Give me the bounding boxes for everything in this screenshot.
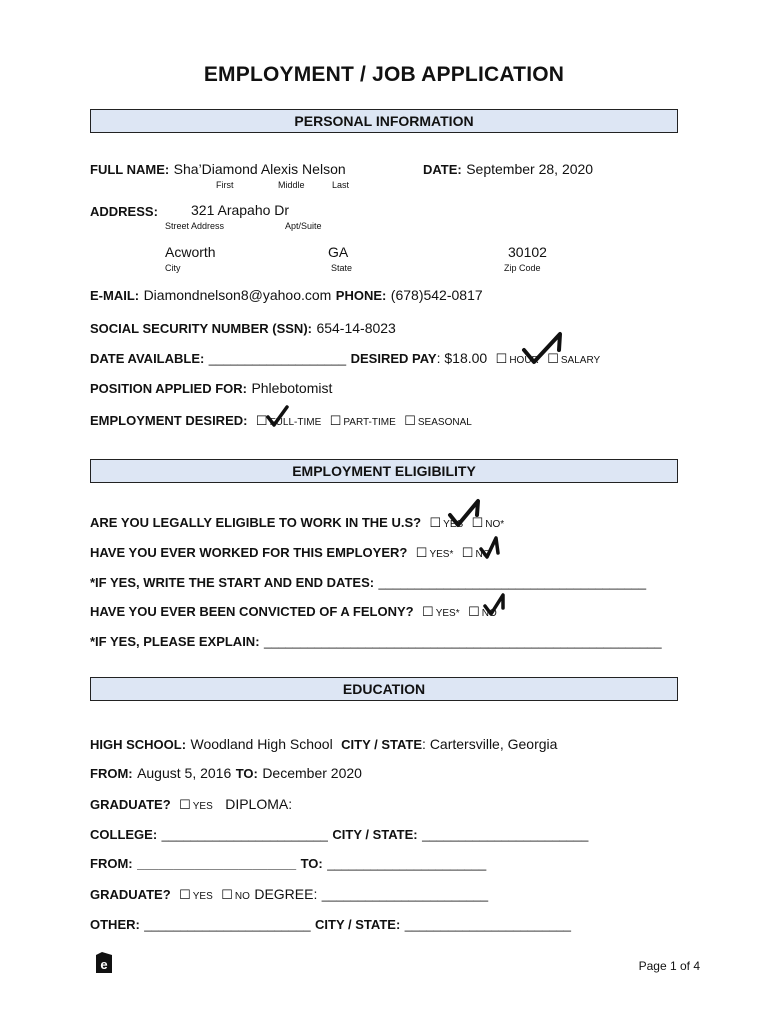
degree-blank[interactable]: _______________________ (321, 887, 489, 902)
ssn-value[interactable]: 654-14-8023 (316, 320, 396, 336)
option-q1-no: NO* (485, 519, 505, 530)
college-graduate-label: GRADUATE? (90, 887, 171, 902)
name-sub-first: First (216, 180, 234, 190)
position-label: POSITION APPLIED FOR: (90, 381, 247, 396)
state-sub: State (331, 263, 353, 273)
email-phone-row (90, 287, 483, 305)
hs-dates-row (90, 765, 362, 783)
date-available-label: DATE AVAILABLE: (90, 351, 205, 366)
hs-from-label: FROM: (90, 766, 133, 781)
checkbox-q1-no[interactable]: ☐ (471, 515, 484, 530)
full-name-row (90, 161, 346, 179)
ssn-label: SOCIAL SECURITY NUMBER (SSN): (90, 321, 312, 336)
option-q4-yes: YES* (435, 608, 460, 619)
high-school-row (90, 736, 557, 754)
position-row (90, 380, 332, 398)
college-to-blank[interactable]: ______________________ (327, 856, 487, 871)
employment-desired-row (90, 412, 472, 430)
street-sub: Street Address (165, 221, 225, 231)
q3-blank[interactable]: _____________________________________ (378, 575, 647, 590)
desired-pay-label: DESIRED PAY (350, 351, 437, 366)
hs-graduate-row (90, 796, 292, 814)
q3-label: *IF YES, WRITE THE START AND END DATES: (90, 575, 375, 590)
date-row (423, 161, 593, 179)
option-college-no: NO (234, 891, 250, 902)
college-dates-row (90, 855, 486, 873)
hs-graduate-label: GRADUATE? (90, 797, 171, 812)
name-sub-last: Last (332, 180, 350, 190)
q5-label: *IF YES, PLEASE EXPLAIN: (90, 634, 260, 649)
eforms-logo-icon (95, 951, 113, 980)
name-sub-middle: Middle (278, 180, 305, 190)
availability-row (90, 350, 600, 368)
email-label: E-MAIL: (90, 288, 140, 303)
checkbox-q2-no[interactable]: ☐ (461, 545, 474, 560)
checkbox-college-yes[interactable]: ☐ (179, 887, 191, 902)
option-hour: HOUR (509, 355, 539, 366)
phone-label: PHONE: (335, 288, 387, 303)
checkbox-hs-yes[interactable]: ☐ (179, 797, 191, 812)
hs-city-state-value[interactable]: : Cartersville, Georgia (422, 736, 558, 752)
high-school-label: HIGH SCHOOL: (90, 737, 187, 752)
eligibility-q2-row (90, 544, 490, 562)
option-q4-no: NO (481, 608, 497, 619)
city-sub: City (165, 263, 181, 273)
section-header-eligibility: EMPLOYMENT ELIGIBILITY (90, 459, 678, 483)
diploma-label: DIPLOMA: (225, 796, 293, 812)
address-label: ADDRESS: (90, 204, 158, 219)
college-from-label: FROM: (90, 856, 133, 871)
employment-desired-label: EMPLOYMENT DESIRED: (90, 413, 248, 428)
option-seasonal: SEASONAL (417, 417, 472, 428)
eligibility-q4-row (90, 603, 497, 621)
option-part-time: PART-TIME (343, 417, 396, 428)
date-available-blank[interactable]: ___________________ (208, 351, 347, 366)
other-city-blank[interactable]: _______________________ (404, 917, 572, 932)
eligibility-q3-row (90, 574, 646, 592)
college-label: COLLEGE: (90, 827, 158, 842)
college-from-blank[interactable]: ______________________ (137, 856, 297, 871)
college-city-state-label: CITY / STATE: (332, 827, 418, 842)
hs-city-state-label: CITY / STATE (341, 737, 423, 752)
eligibility-q5-row (90, 633, 662, 651)
desired-pay-value[interactable]: : $18.00 (436, 350, 488, 366)
hs-from-value[interactable]: August 5, 2016 (137, 765, 232, 781)
phone-value[interactable]: (678)542-0817 (390, 287, 483, 303)
option-hs-yes: YES (192, 801, 213, 812)
checkbox-q4-yes[interactable]: ☐ (422, 604, 434, 619)
section-header-personal: PERSONAL INFORMATION (90, 109, 678, 133)
high-school-value[interactable]: Woodland High School (190, 736, 333, 752)
full-name-value[interactable]: Sha’Diamond Alexis Nelson (173, 161, 346, 177)
checkbox-seasonal[interactable]: ☐ (404, 413, 416, 428)
date-label: DATE: (423, 162, 462, 177)
street-value[interactable]: 321 Arapaho Dr (191, 202, 290, 218)
college-to-label: TO: (300, 856, 323, 871)
other-city-state-label: CITY / STATE: (315, 917, 401, 932)
ssn-row (90, 320, 396, 338)
apt-sub: Apt/Suite (285, 221, 322, 231)
checkbox-college-no[interactable]: ☐ (221, 887, 233, 902)
email-value[interactable]: Diamondnelson8@yahoo.com (143, 287, 332, 303)
svg-text:e: e (100, 957, 108, 972)
position-value[interactable]: Phlebotomist (251, 380, 333, 396)
option-full-time: FULL-TIME (269, 417, 322, 428)
zip-sub: Zip Code (504, 263, 541, 273)
option-q2-yes: YES* (429, 549, 454, 560)
option-q1-yes: YES (443, 519, 464, 530)
other-label: OTHER: (90, 917, 140, 932)
zip-value[interactable]: 30102 (508, 244, 547, 260)
option-college-yes: YES (192, 891, 213, 902)
checkbox-q1-yes[interactable]: ☐ (429, 515, 442, 530)
option-q2-no: NO (475, 549, 491, 560)
state-value[interactable]: GA (328, 244, 349, 260)
college-graduate-row (90, 886, 488, 904)
document-title: EMPLOYMENT / JOB APPLICATION (203, 63, 565, 86)
degree-label: DEGREE: (254, 886, 318, 902)
q2-label: HAVE YOU EVER WORKED FOR THIS EMPLOYER? (90, 545, 408, 560)
page-number: Page 1 of 4 (638, 959, 700, 973)
city-value[interactable]: Acworth (165, 244, 216, 260)
q5-blank[interactable]: _______________________________________________________ (263, 634, 662, 649)
checkbox-salary[interactable]: ☐ (547, 351, 559, 366)
checkbox-full-time[interactable]: ☐ (255, 413, 268, 428)
hs-to-label: TO: (235, 766, 258, 781)
q4-label: HAVE YOU EVER BEEN CONVICTED OF A FELONY? (90, 604, 414, 619)
option-salary: SALARY (560, 355, 601, 366)
full-name-label: FULL NAME: (90, 162, 170, 177)
checkbox-part-time[interactable]: ☐ (329, 413, 342, 428)
q1-label: ARE YOU LEGALLY ELIGIBLE TO WORK IN THE U.S? (90, 515, 422, 530)
college-city-blank[interactable]: _______________________ (422, 827, 589, 842)
checkbox-q2-yes[interactable]: ☐ (415, 545, 428, 560)
college-blank[interactable]: _______________________ (161, 827, 328, 842)
other-blank[interactable]: _______________________ (144, 917, 311, 932)
section-header-education: EDUCATION (90, 677, 678, 701)
hs-to-value[interactable]: December 2020 (262, 765, 362, 781)
college-row (90, 826, 588, 844)
checkbox-q4-no[interactable]: ☐ (468, 604, 480, 619)
eligibility-q1-row (90, 514, 504, 532)
checkbox-hour[interactable]: ☐ (495, 351, 508, 366)
date-value[interactable]: September 28, 2020 (466, 161, 594, 177)
other-row (90, 916, 571, 934)
